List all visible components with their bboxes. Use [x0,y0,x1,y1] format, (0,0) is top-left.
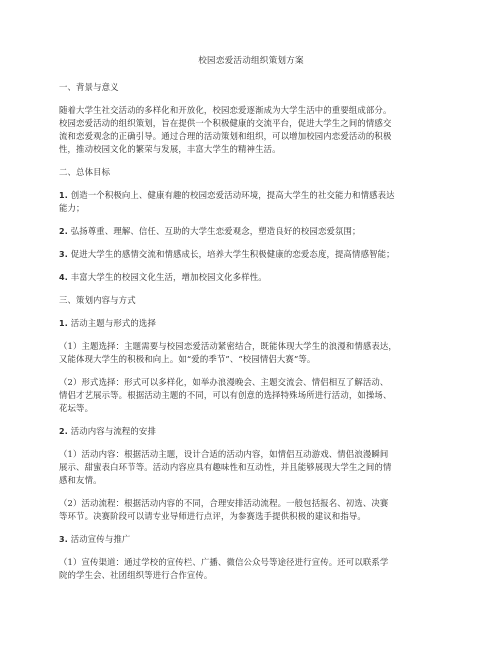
paragraph-line: 流和恋爱观念的正确引导。通过合理的活动策划和组织，可以增加校园内恋爱活动的积极 [59,131,392,141]
subsection-heading [59,426,156,437]
section-heading-plan: 三、策划内容与方式 [59,295,136,305]
goal-item-continuation: 能力； [59,203,85,213]
goal-item [59,190,395,201]
paragraph-line: 情侣才艺展示等。根据活动主题的不同，可以有创意的选择特殊场所进行活动，如操场、 [59,390,392,400]
list-number: 3. [59,250,68,259]
paragraph-line: 校园恋爱活动的组织策划，旨在提供一个积极健康的交流平台，促进大学生之间的情感交 [59,118,392,128]
paragraph-line: 感和友情。 [59,475,102,485]
goal-item [59,272,267,283]
paragraph-line: （1）主题选择：主题需要与校园恋爱活动紧密结合，既能体现大学生的浪漫和情感表达， [59,341,397,351]
paragraph-line: 性，推动校园文化的繁荣与发展，丰富大学生的精神生活。 [59,144,281,154]
paragraph-line: （2）活动流程：根据活动内容的不同，合理安排活动流程。一般包括报名、初选、决赛 [59,498,389,508]
paragraph-line: （1）活动内容：根据活动主题，设计合适的活动内容，如情侣互动游戏、情侣浪漫瞬间 [59,449,389,459]
subsection-heading [59,318,156,329]
subsection-title: 活动主题与形式的选择 [70,318,156,328]
paragraph-line: 随着大学生社交活动的多样化和开放化，校园恋爱逐渐成为大学生活中的重要组成部分。 [59,105,392,115]
subsection-title: 活动内容与流程的安排 [70,426,156,436]
list-number: 3. [59,535,68,544]
list-number: 1. [59,319,68,328]
goal-text: 促进大学生的感情交流和情感成长，培养大学生积极健康的恋爱态度，提高情感智能； [70,249,395,259]
goal-text: 创造一个积极向上、健康有趣的校园恋爱活动环境，提高大学生的社交能力和情感表达 [70,190,395,200]
document-title: 校园恋爱活动组织策划方案 [198,56,304,66]
goal-text: 弘扬尊重、理解、信任、互助的大学生恋爱观念，塑造良好的校园恋爱氛围； [70,226,361,236]
paragraph-line: 院的学生会、社团组织等进行合作宣传。 [59,570,213,580]
paragraph-line: （1）宣传渠道：通过学校的宣传栏、广播、微信公众号等途径进行宣传。还可以联系学 [59,557,389,567]
paragraph-line: 展示、甜蜜表白环节等。活动内容应具有趣味性和互动性，并且能够展现大学生之间的情 [59,462,392,472]
list-number: 2. [59,227,68,236]
paragraph-line: 等环节。决赛阶段可以请专业导师进行点评，为参赛选手提供积极的建议和指导。 [59,511,366,521]
list-number: 4. [59,273,68,282]
list-number: 1. [59,191,68,200]
subsection-heading [59,534,130,545]
subsection-title: 活动宣传与推广 [70,534,131,544]
goal-item [59,249,395,260]
paragraph-line: （2）形式选择：形式可以多样化，如举办浪漫晚会、主题交流会、情侣相互了解活动、 [59,377,389,387]
paragraph-line: 又能体现大学生的积极和向上。如“爱的季节”、“校园情侣大赛”等。 [59,354,316,364]
list-number: 2. [59,427,68,436]
goal-item [59,226,361,237]
section-heading-background: 一、背景与意义 [59,82,119,92]
section-heading-goals: 二、总体目标 [59,167,111,177]
goal-text: 丰富大学生的校园文化生活，增加校园文化多样性。 [70,272,267,282]
paragraph-line: 花坛等。 [59,403,94,413]
